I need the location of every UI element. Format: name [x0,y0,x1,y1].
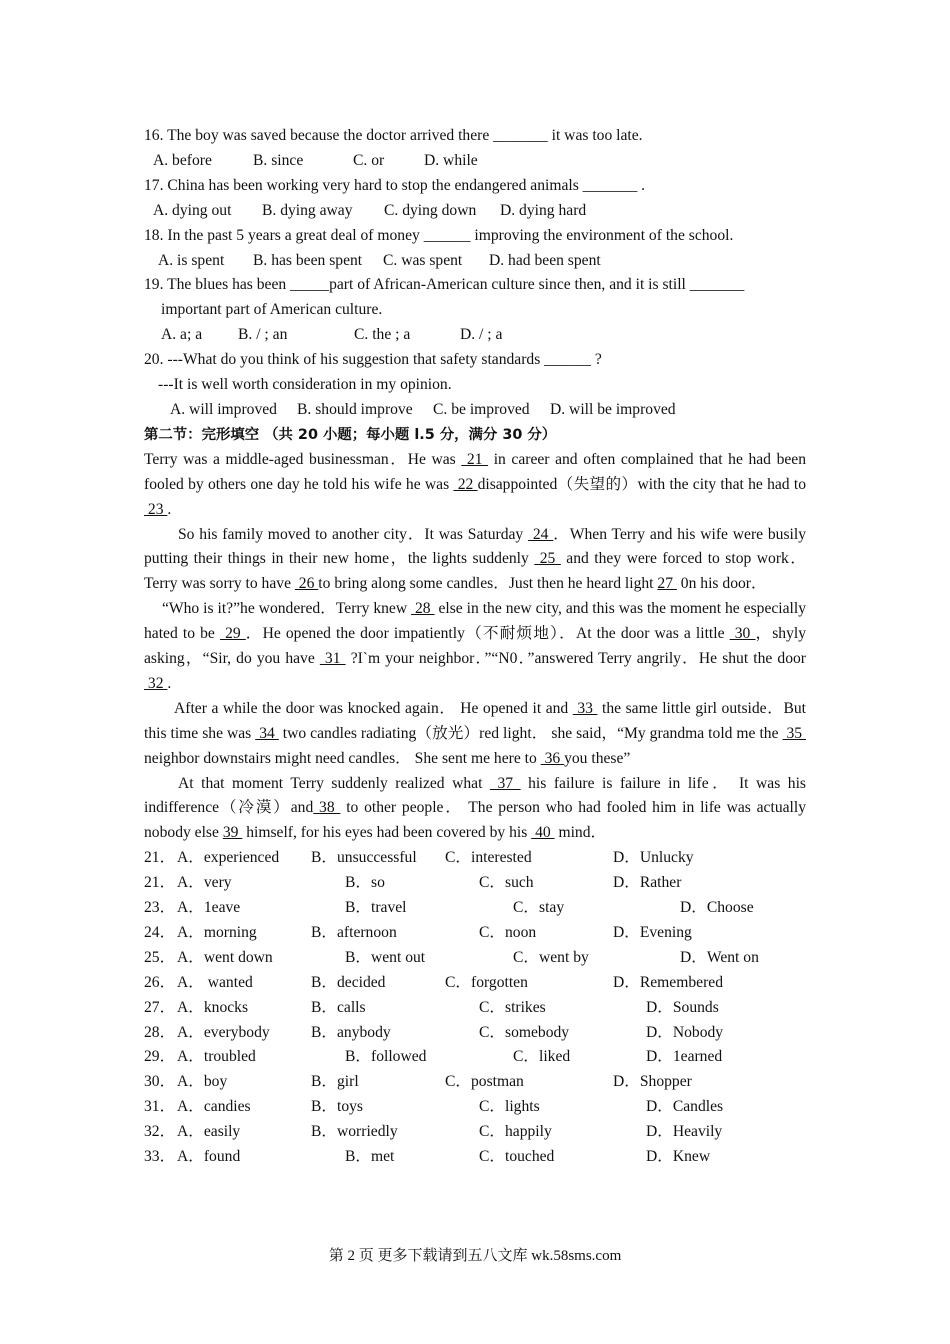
passage-text: So his family moved to another city．It was Saturday [178,525,529,543]
blank-29: 29 [219,625,246,643]
section-heading: 第二节：完形填空 （共 20 小题；每小题 l.5 分，满分 30 分） [144,426,557,443]
option-a: A．troubled [177,1048,256,1066]
option-d: D．Evening [613,923,692,941]
option: C. or [353,151,385,169]
cloze-option-row [144,1045,806,1070]
option-c: C．touched [479,1147,555,1165]
row-number: 29． [144,1048,176,1066]
option-b: B．calls [311,998,366,1016]
option: A. dying out [153,201,232,219]
passage-text: two candles radiating（放光）red light． she said，“My grandma told me the [278,724,783,742]
cloze-option-row [144,1070,806,1095]
option-a: A．knocks [177,998,249,1016]
option-c: C．liked [513,1048,571,1066]
option-d: D．Knew [646,1147,711,1165]
passage-paragraph-5 [144,772,806,847]
passage-text: . [167,674,172,692]
option-c: C．postman [445,1073,524,1091]
option: B. should improve [297,400,413,418]
option-c: C．went by [513,948,589,966]
option-d: D．Nobody [646,1023,724,1041]
passage-text: neighbor downstairs might need candles． She sent me here to [144,749,541,767]
option-b: B．unsuccessful [311,849,417,867]
blank-32: 32 [144,674,168,692]
option-d: D．Remembered [613,973,723,991]
blank-36: 36 [540,749,565,767]
passage-text: his failure is failure in life． It was his indifference（冷漠）and [144,774,806,817]
cloze-option-row [144,1095,806,1120]
row-number: 27． [144,998,176,1016]
question-20-answer-line: ---It is well worth consideration in my opinion. [158,376,452,394]
option-c: C．lights [479,1098,540,1116]
blank-38: 38 [313,799,341,817]
option: A. will improved [170,400,277,418]
passage-text: himself, for his eyes had been covered by his [242,824,532,842]
blank-26: 26 [294,575,319,593]
option-b: B．went out [345,948,426,966]
option-b: B．met [345,1147,395,1165]
option-b: B．worriedly [311,1123,398,1141]
blank-21: 21 [461,450,489,468]
option-b: B．girl [311,1073,359,1091]
row-number: 21． [144,874,176,892]
passage-text: and they were forced to stop work．Terry was sorry to have [144,550,806,593]
option: A. a; a [161,326,203,344]
option-b: B．travel [345,899,407,917]
option-d: D．Shopper [613,1073,692,1091]
page-footer: 第 2 页 更多下载请到五八文库 wk.58sms.com [328,1248,622,1264]
blank-27: 27 [657,575,677,593]
option-a: A．experienced [177,849,280,867]
option: C. dying down [384,201,477,219]
option-c: C．strikes [479,998,546,1016]
option: D. dying hard [500,201,587,219]
cloze-option-row [144,921,806,946]
passage-text: . [167,500,172,518]
option: D. / ; a [460,326,503,344]
option-c: C．such [479,874,534,892]
cloze-option-row [144,871,806,896]
option-a: A．went down [177,948,273,966]
passage-text: to other people． The person who had fooled him in life was actually nobody else [144,799,806,842]
blank-39: 39 [222,824,243,842]
row-number: 26． [144,973,176,991]
option: C. the ; a [354,326,411,344]
row-number: 24． [144,923,176,941]
content-column [144,124,806,1170]
option: A. before [153,151,212,169]
option-a: A．found [177,1147,241,1165]
passage-text: disappointed（失望的）with the city that he had to [477,475,806,493]
option-a: A．everybody [177,1023,270,1041]
question-20-options [144,398,806,423]
option: B. since [253,151,304,169]
option: C. be improved [433,400,530,418]
passage-text: ．When Terry and his wife were busily putting their things in their new home，the lights suddenly [144,525,807,568]
option: C. was spent [383,251,463,269]
passage-text: to bring along some candles．Just then he heard light [318,575,658,593]
row-number: 33． [144,1147,176,1165]
passage-text: ．He opened the door impatiently（不耐烦地）．At the door was a little [245,625,730,643]
blank-30: 30 [729,625,756,643]
passage-paragraph-4 [144,697,806,772]
option-a: A． wanted [177,973,253,991]
option-a: A．morning [177,923,257,941]
question-20-stem: 20. ---What do you think of his suggestion that safety standards ______ ? [144,351,602,369]
option-d: D．Heavily [646,1123,723,1141]
cloze-option-row [144,996,806,1021]
option-b: B．followed [345,1048,427,1066]
option: D. will be improved [550,400,676,418]
row-number: 21． [144,849,176,867]
row-number: 28． [144,1023,176,1041]
cloze-option-row [144,1145,806,1170]
option-c: C．forgotten [445,973,528,991]
question-17-options [144,199,806,224]
cloze-option-row [144,846,806,871]
cloze-option-row [144,1021,806,1046]
cloze-option-row [144,1120,806,1145]
option-c: C．noon [479,923,537,941]
option-c: C．stay [513,899,565,917]
cloze-options-list [144,846,806,1170]
option-c: C．interested [445,849,532,867]
row-number: 32． [144,1123,176,1141]
option: B. / ; an [238,326,288,344]
question-18-stem: 18. In the past 5 years a great deal of money ______ improving the environment of the school. [144,226,734,244]
passage-text: else in the new city, and this was the moment he especially hated to be [144,600,807,643]
question-19-stem: 19. The blues has been _____part of African-American culture since then, and it is still _______ [144,276,745,294]
option: D. while [424,151,478,169]
option-a: A．very [177,874,232,892]
row-number: 31． [144,1098,176,1116]
question-16-options [144,149,806,174]
row-number: 23． [144,899,176,917]
passage-text: the same little girl outside．But this time she was [144,699,806,742]
question-17-stem: 17. China has been working very hard to stop the endangered animals _______ . [144,176,646,194]
passage-text: Terry was a middle-aged businessman．He was [144,450,462,468]
option-b: B．decided [311,973,386,991]
option-b: B．so [345,874,385,892]
passage-paragraph-3 [144,597,806,697]
option: A. is spent [158,251,225,269]
passage-text: After a while the door was knocked again． He opened it and [174,699,573,717]
option: B. has been spent [253,251,363,269]
cloze-option-row [144,946,806,971]
blank-22: 22 [453,475,478,493]
cloze-option-row [144,896,806,921]
blank-33: 33 [572,699,598,717]
blank-37: 37 [489,774,521,792]
blank-24: 24 [528,525,554,543]
option-b: B．anybody [311,1023,391,1041]
option-a: A．easily [177,1123,241,1141]
passage-text: ?I`m your neighbor．”“N0．”answered Terry angrily．He shut the door [345,650,806,668]
option-d: D．Rather [613,874,682,892]
question-18-options [144,249,806,274]
cloze-option-row [144,971,806,996]
question-16-stem: 16. The boy was saved because the doctor arrived there _______ it was too late. [144,127,643,144]
option-c: C．somebody [479,1023,570,1041]
option-d: D．1earned [646,1048,723,1066]
option-d: D．Unlucky [613,849,694,867]
option-d: D．Choose [680,899,754,917]
blank-40: 40 [531,824,555,842]
blank-25: 25 [534,550,561,568]
passage-paragraph-2 [144,523,806,598]
row-number: 25． [144,948,176,966]
option: B. dying away [262,201,353,219]
passage-text: “Who is it?”he wondered．Terry knew [162,600,412,618]
blank-34: 34 [255,724,279,742]
option-d: D．Went on [680,948,759,966]
passage-text: ，shyly asking，“Sir, do you have [144,625,807,668]
option-d: D．Sounds [646,998,719,1016]
passage-text: At that moment Terry suddenly realized what [178,774,490,792]
option-b: B．toys [311,1098,363,1116]
row-number: 30． [144,1073,176,1091]
blank-23: 23 [144,500,168,518]
blank-31: 31 [319,650,346,668]
passage-text: you these” [564,749,631,767]
passage-text: in career and often complained that he had been fooled by others one day he told his wife he was [144,450,807,493]
option-a: A．1eave [177,899,241,917]
option-b: B．afternoon [311,923,397,941]
option-d: D．Candles [646,1098,724,1116]
option-a: A．candies [177,1098,251,1116]
question-19-options [144,323,806,348]
passage-text: 0n his door． [676,575,767,593]
passage-text: mind． [554,824,607,842]
passage-paragraph-1 [144,448,806,523]
option-a: A．boy [177,1073,228,1091]
option-c: C．happily [479,1123,552,1141]
blank-35: 35 [782,724,806,742]
blank-28: 28 [411,600,435,618]
question-19-stem-continued: important part of American culture. [161,301,383,319]
option: D. had been spent [489,251,601,269]
